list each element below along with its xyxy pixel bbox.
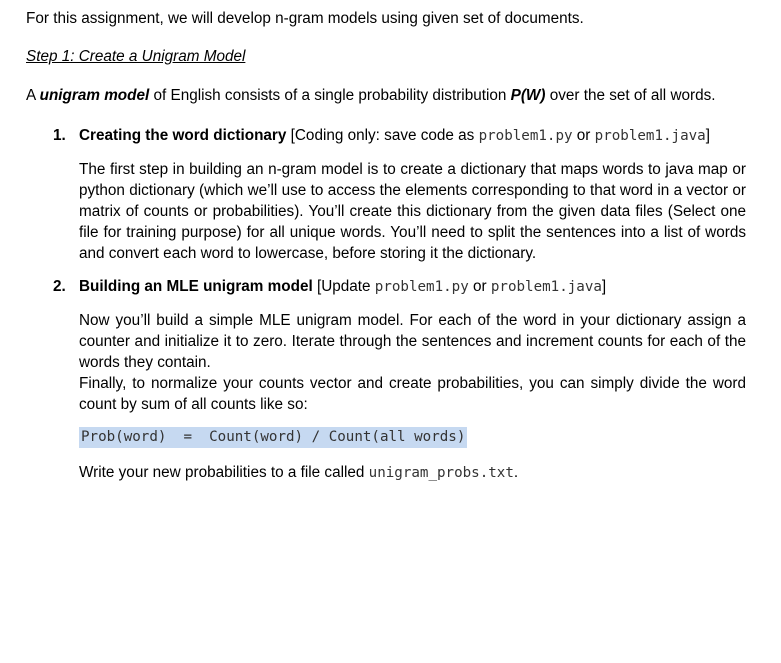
closing-prefix: Write your new probabilities to a file called bbox=[79, 464, 369, 481]
item-body: The first step in building an n-gram model is to create a dictionary that maps words to java map or python dictionary (which we’ll use to access the elements corresponding to that word in a vector or matrix of counts or probabilities). You’ll create this dictionary from the given data files (Select one file for training purpose) for all unique words. You’ll need to split the sentences into a list of words and convert each word to lowercase, before storing it the dictionary. bbox=[79, 161, 746, 262]
filename-py: problem1.py bbox=[374, 279, 469, 295]
item-body-continued: Finally, to normalize your counts vector and create probabilities, you can simply divide the word count by sum of all counts like so: bbox=[79, 375, 746, 413]
item-note-prefix: [Coding only: save code as bbox=[286, 127, 479, 144]
definition-symbol: P(W) bbox=[510, 87, 546, 104]
item-note-prefix: [Update bbox=[312, 278, 375, 295]
output-filename: unigram_probs.txt bbox=[368, 465, 514, 481]
list-item bbox=[26, 125, 746, 264]
item-heading bbox=[79, 276, 746, 298]
item-note-suffix: ] bbox=[705, 127, 710, 144]
filename-java: problem1.java bbox=[594, 128, 706, 144]
or-text: or bbox=[468, 278, 491, 295]
item-title: Building an MLE unigram model bbox=[79, 278, 313, 295]
item-body: Now you’ll build a simple MLE unigram model. For each of the word in your dictionary assign a counter and initialize it to zero. Iterate through the sentences and increment counts for each of the words they contain. bbox=[79, 312, 746, 371]
definition-suffix: over the set of all words. bbox=[545, 87, 716, 104]
definition-middle: of English consists of a single probability distribution bbox=[149, 87, 511, 104]
step-title: Step 1: Create a Unigram Model bbox=[26, 48, 246, 65]
formula-row bbox=[79, 415, 746, 462]
item-note-suffix: ] bbox=[601, 278, 607, 295]
or-text: or bbox=[572, 127, 595, 144]
filename-py: problem1.py bbox=[478, 128, 573, 144]
document bbox=[26, 8, 746, 492]
task-list bbox=[26, 125, 746, 484]
list-number: 1. bbox=[53, 127, 66, 144]
closing-suffix: . bbox=[513, 464, 519, 481]
item-heading bbox=[79, 125, 746, 147]
list-item bbox=[26, 276, 746, 484]
intro-text: For this assignment, we will develop n-gram models using given set of documents. bbox=[26, 10, 584, 27]
definition-prefix: A bbox=[26, 87, 40, 104]
formula-highlight: Prob(word) = Count(word) / Count(all words) bbox=[79, 427, 467, 448]
filename-java: problem1.java bbox=[490, 279, 602, 295]
closing-sentence bbox=[79, 462, 746, 484]
definition-term: unigram model bbox=[39, 87, 150, 104]
list-number: 2. bbox=[53, 278, 66, 295]
definition-paragraph bbox=[26, 85, 746, 106]
item-title: Creating the word dictionary bbox=[79, 127, 287, 144]
